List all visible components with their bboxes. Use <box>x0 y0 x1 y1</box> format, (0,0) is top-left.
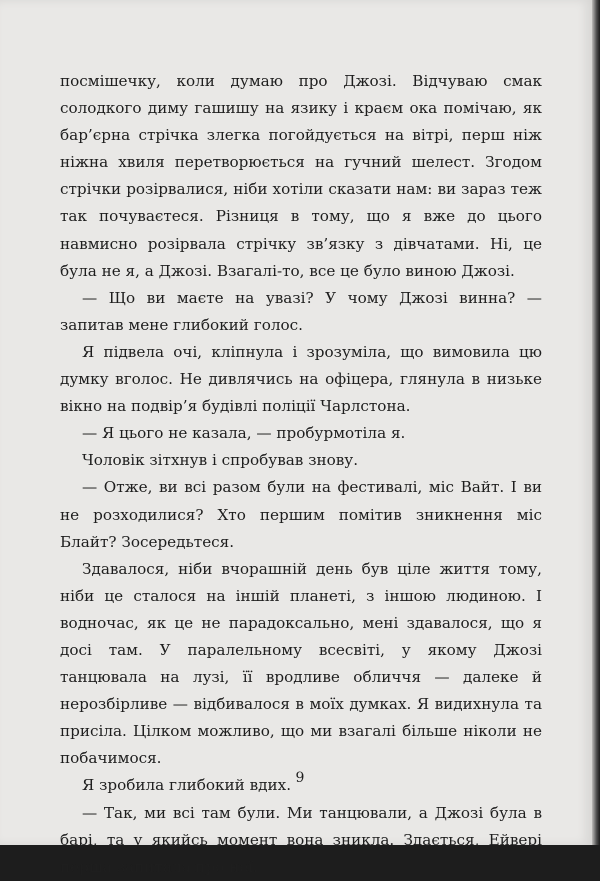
paragraph: — Отже, ви всі разом були на фестивалі, міс Вайт. І ви не розходилися? Хто першим помітив зникнення міс Блайт? Зосередьтеся. <box>60 478 542 551</box>
paragraph: Я зробила глибокий вдих. <box>82 776 292 795</box>
paragraph: Здавалося, ніби вчорашній день був ціле життя тому, ніби це сталося на іншій планеті, з іншою людиною. І водночас, як це не парадоксально, мені здавалося, що я досі там. У паралельному всесвіті, у якому Джозі танцювала на лузі, її вродливе обличчя — далеке й нерозбірливе — відбивалося в моїх думках. Я видихнула та присіла. Цілком можливо, що ми взагалі більше ніколи не побачимося. <box>60 559 542 768</box>
paragraph: — Так, ми всі там були. Ми танцювали, а Джозі була в барі, та у якийсь момент вона зникла. Здається, Ейвері перша запитала про неї. <box>60 803 542 876</box>
body-text <box>60 68 542 881</box>
page-edge <box>592 0 600 845</box>
paragraph: — Що ви маєте на увазі? У чому Джозі винна? — запитав мене глибокий голос. <box>60 288 542 334</box>
paragraph: Чоловік зітхнув і спробував знову. <box>82 451 359 470</box>
paragraph: — Я цього не казала, — пробурмотіла я. <box>82 424 406 443</box>
paragraph: посмішечку, коли думаю про Джозі. Відчуваю смак солодкого диму гашишу на язику і краєм ока помічаю, як бар’єрна стрічка злегка погойдується на вітрі, перш ніж ніжна хвиля перетворюється на гучний шелест. Згодом стрічки розірвалися, ніби хотіли сказати нам: ви зараз теж так почуваєтеся. Різниця в тому, що я вже до цього навмисно розірвала стрічку зв’язку з дівчатами. Ні, це була не я, а Джозі. Взагалі-то, все це було виною Джозі. <box>60 72 542 280</box>
page-number: 9 <box>295 770 305 786</box>
paragraph: Я підвела очі, кліпнула і зрозуміла, що вимовила цю думку вголос. Не дивлячись на офіцера, глянула в низьке вікно на подвір’я будівлі поліції Чарлстона. <box>60 342 542 416</box>
